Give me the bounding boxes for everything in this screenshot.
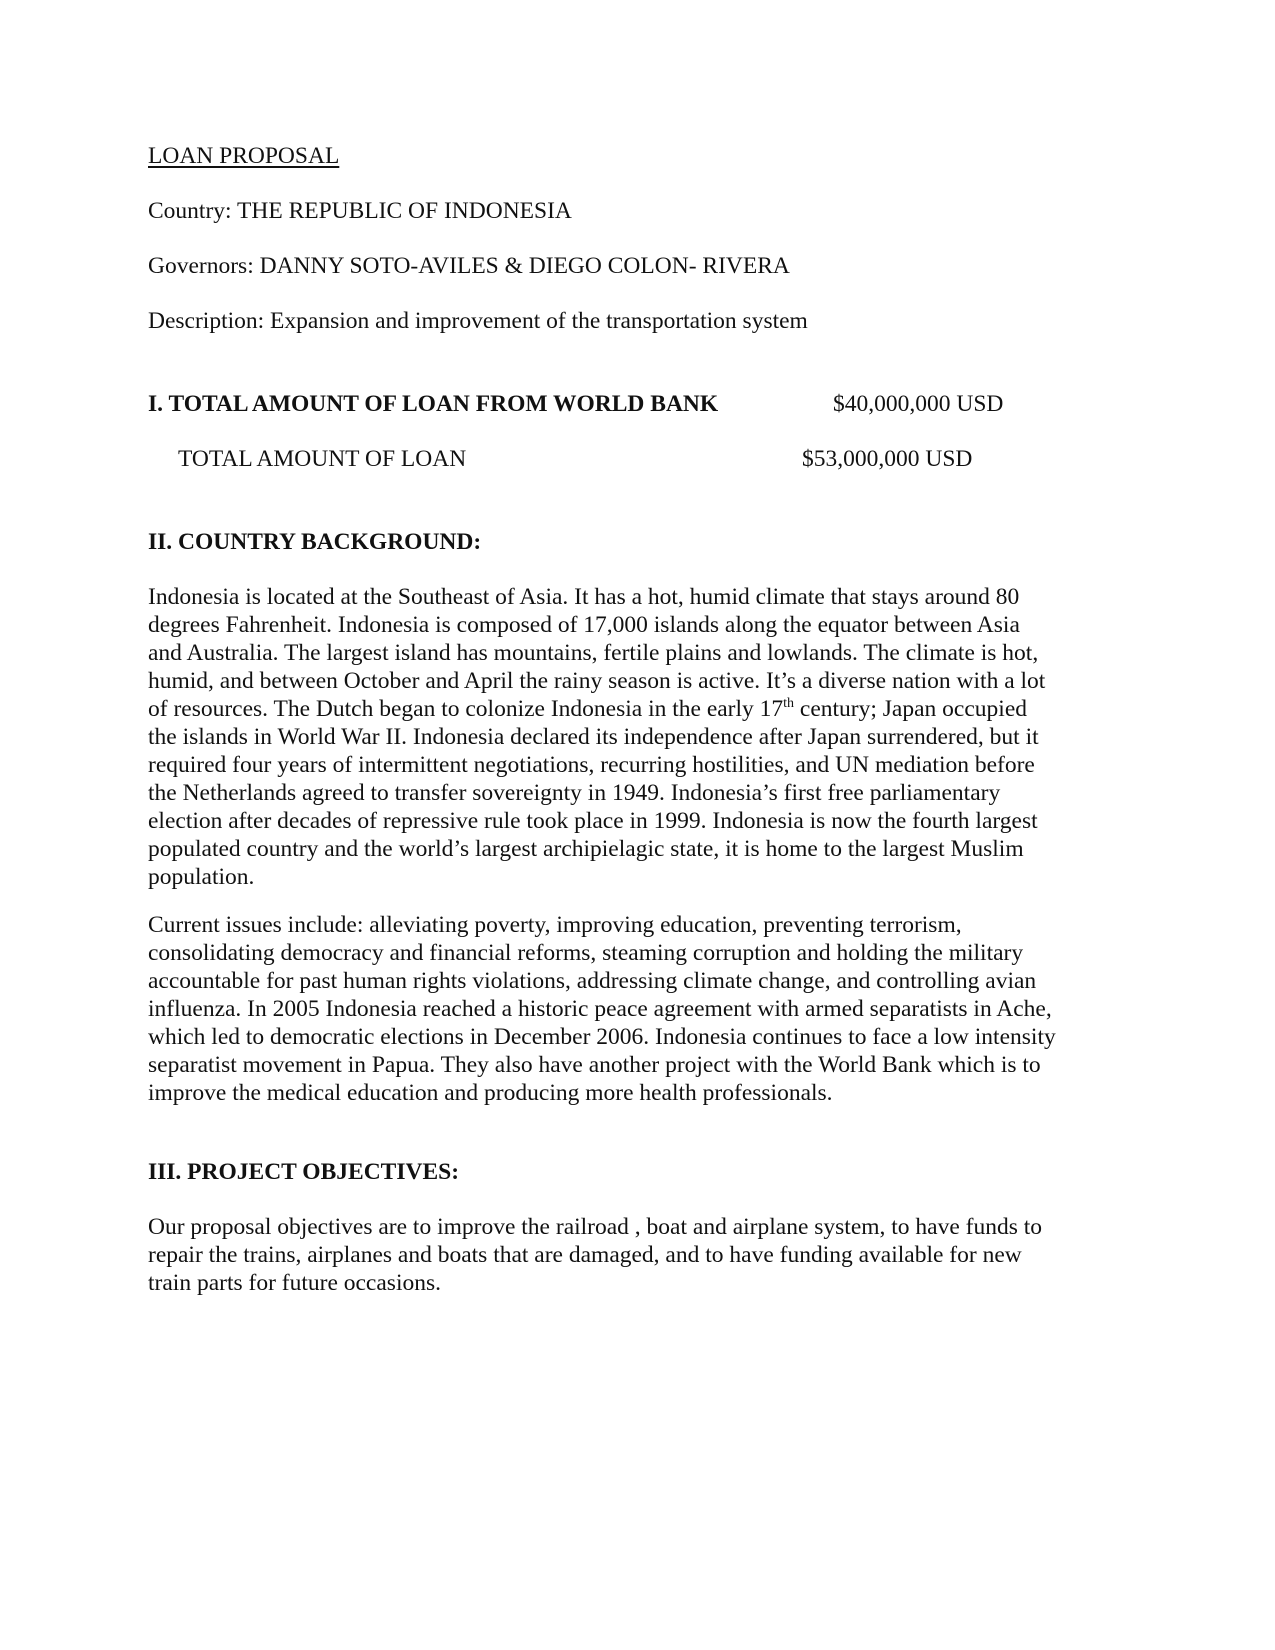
paragraph-line: repair the trains, airplanes and boats that are damaged, and to have funding available for new (148, 1242, 1022, 1268)
paragraph-line: populated country and the world’s largest archipielagic state, it is home to the largest Muslim (148, 836, 1024, 862)
section-1-heading: I. TOTAL AMOUNT OF LOAN FROM WORLD BANK (148, 391, 719, 417)
country-background-paragraph (148, 583, 1128, 891)
world-bank-amount: $40,000,000 USD (833, 391, 1004, 417)
section-3-heading: III. PROJECT OBJECTIVES: (148, 1159, 460, 1185)
governors-line (148, 252, 790, 280)
paragraph-line: which led to democratic elections in December 2006. Indonesia continues to face a low intensity (148, 1024, 1056, 1050)
paragraph-text: of resources. The Dutch began to colonize Indonesia in the early 17 (148, 696, 784, 722)
paragraph-line: humid, and between October and April the rainy season is active. It’s a diverse nation with a lot (148, 668, 1046, 694)
section-2-heading: II. COUNTRY BACKGROUND: (148, 529, 482, 555)
total-loan-label: TOTAL AMOUNT OF LOAN (178, 446, 467, 472)
paragraph-line: train parts for future occasions. (148, 1270, 441, 1296)
country-line (148, 197, 572, 225)
governors-label: Governors: (148, 253, 254, 279)
total-loan-amount: $53,000,000 USD (802, 446, 973, 472)
paragraph-line: population. (148, 864, 255, 890)
description-label: Description: (148, 308, 265, 334)
governors-value: DANNY SOTO-AVILES & DIEGO COLON- RIVERA (259, 253, 790, 279)
description-value: Expansion and improvement of the transportation system (270, 308, 808, 334)
country-value: THE REPUBLIC OF INDONESIA (237, 198, 572, 224)
paragraph-line (148, 695, 1128, 723)
description-line (148, 307, 808, 335)
paragraph-text: century; Japan occupied (794, 696, 1027, 722)
paragraph-line: Indonesia is located at the Southeast of Asia. It has a hot, humid climate that stays around 80 (148, 584, 1020, 610)
paragraph-line: influenza. In 2005 Indonesia reached a historic peace agreement with armed separatists in Ache, (148, 996, 1052, 1022)
paragraph-line: improve the medical education and producing more health professionals. (148, 1080, 833, 1106)
current-issues-paragraph (148, 911, 1128, 1107)
paragraph-line: Current issues include: alleviating poverty, improving education, preventing terrorism, (148, 912, 962, 938)
paragraph-line: consolidating democracy and financial reforms, steaming corruption and holding the military (148, 940, 1024, 966)
paragraph-line: separatist movement in Papua. They also have another project with the World Bank which is to (148, 1052, 1041, 1078)
paragraph-line: accountable for past human rights violations, addressing climate change, and controlling avian (148, 968, 1037, 994)
paragraph-line: required four years of intermittent negotiations, recurring hostilities, and UN mediation before (148, 752, 1035, 778)
project-objectives-paragraph (148, 1213, 1128, 1297)
paragraph-line: degrees Fahrenheit. Indonesia is composed of 17,000 islands along the equator between Asia (148, 612, 1020, 638)
paragraph-line: election after decades of repressive rule took place in 1999. Indonesia is now the fourth largest (148, 808, 1038, 834)
paragraph-line: the islands in World War II. Indonesia declared its independence after Japan surrendered, but it (148, 724, 1039, 750)
paragraph-line: the Netherlands agreed to transfer sovereignty in 1949. Indonesia’s first free parliamentary (148, 780, 1001, 806)
document-title: LOAN PROPOSAL (148, 143, 340, 169)
paragraph-line: Our proposal objectives are to improve the railroad , boat and airplane system, to have funds to (148, 1214, 1043, 1240)
paragraph-line: and Australia. The largest island has mountains, fertile plains and lowlands. The climate is hot, (148, 640, 1039, 666)
country-label: Country: (148, 198, 232, 224)
ordinal-superscript: th (783, 696, 795, 711)
